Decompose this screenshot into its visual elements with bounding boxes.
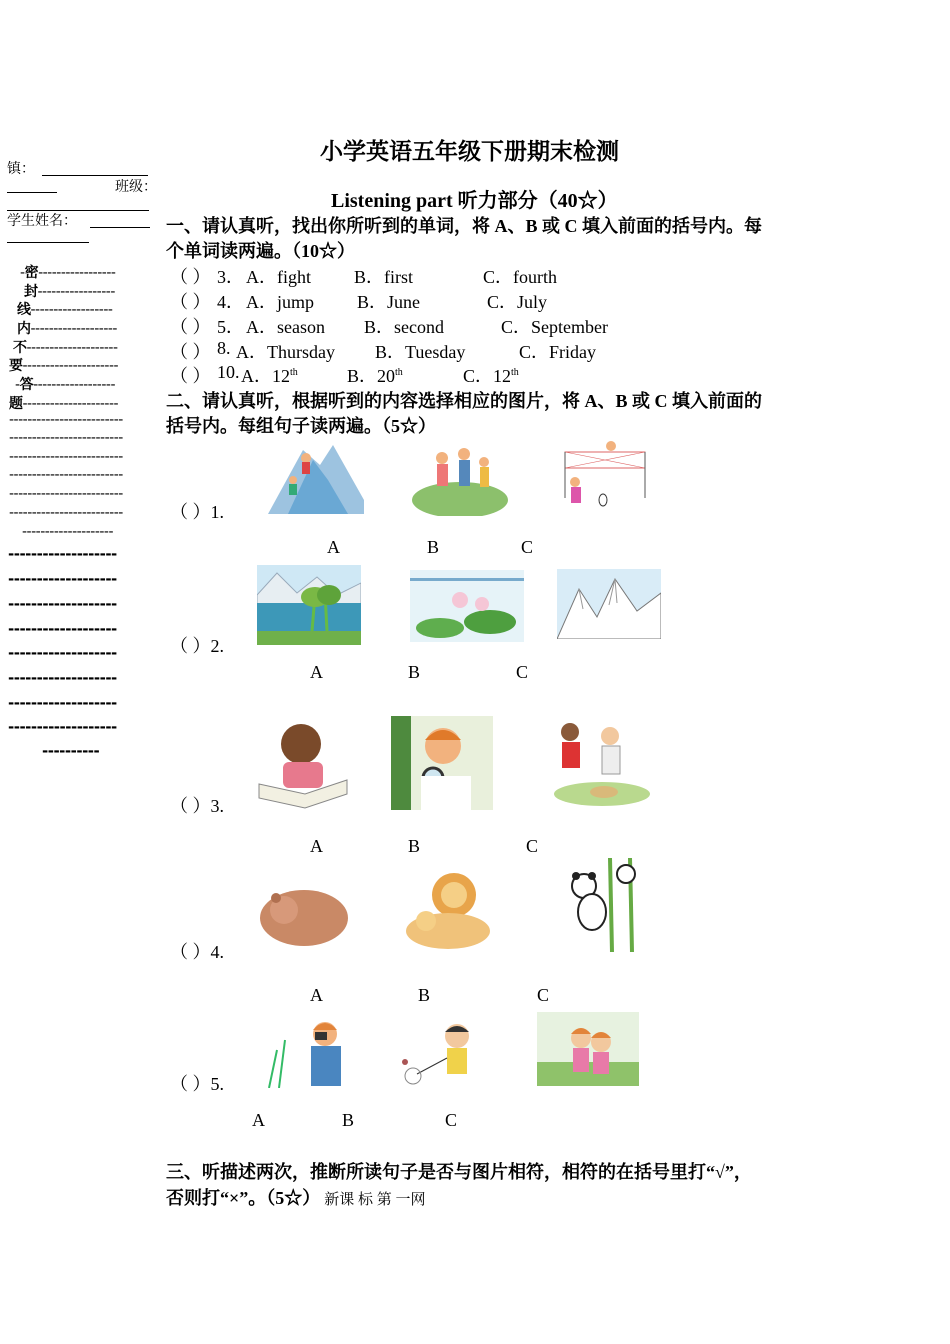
seal-row: 要--------------------- xyxy=(9,358,119,374)
lions-picture xyxy=(398,865,498,953)
seal-char: 不 xyxy=(13,340,27,356)
student-name-blank-2 xyxy=(7,242,89,243)
lake-trees-picture xyxy=(257,565,361,645)
ordinal-suffix: th xyxy=(290,367,298,378)
town-label: 镇： xyxy=(7,161,35,177)
answer-bracket[interactable]: （ ） xyxy=(170,366,211,386)
seal-char: 内 xyxy=(17,321,31,337)
option-b-label: B xyxy=(408,836,421,856)
seal-row: ------------------- xyxy=(8,595,117,613)
seal-row: 不-------------------- xyxy=(13,340,118,356)
page-title: 小学英语五年级下册期末检测 xyxy=(320,139,619,164)
question-row xyxy=(170,338,211,364)
option-b xyxy=(347,362,403,388)
option-a-label: A xyxy=(310,662,323,682)
option-c: C．July xyxy=(487,292,548,312)
seal-row: ------------------------- xyxy=(9,412,123,428)
seal-row: ------------------- xyxy=(8,718,117,736)
section3-heading-line1: 三、听描述两次，推断所读句子是否与图片相符，相符的在括号里打“√”， xyxy=(166,1162,752,1182)
boy-reading-picture xyxy=(255,714,351,810)
option-c: C．Friday xyxy=(519,342,597,362)
student-name-blank xyxy=(90,227,150,228)
seal-row: 内------------------- xyxy=(17,321,117,337)
lotus-pond-picture xyxy=(410,570,524,642)
snowy-mountains-picture xyxy=(557,569,661,639)
question-num: 8. xyxy=(217,338,231,358)
question-row xyxy=(170,362,211,388)
watermark: 新课 标 第 一网 xyxy=(324,1192,426,1208)
mountain-climbing-picture xyxy=(258,440,364,514)
picture-question-5[interactable]: （ ）5. xyxy=(170,1074,224,1094)
section3-heading-line2-wrap xyxy=(166,1184,426,1210)
option-c xyxy=(463,362,519,388)
seal-char: 要 xyxy=(9,358,23,374)
option-c: C．fourth xyxy=(483,267,557,287)
seal-char: 密 xyxy=(24,265,39,281)
answer-bracket[interactable]: （ ） xyxy=(170,342,211,362)
question-row xyxy=(170,263,211,289)
option-a-label: A xyxy=(252,1110,265,1130)
option-a-label: A xyxy=(310,985,323,1005)
seal-row: 题--------------------- xyxy=(9,396,119,412)
student-name-label: 学生姓名： xyxy=(7,213,77,229)
seal-row: -密----------------- xyxy=(20,265,116,281)
option-b: B．first xyxy=(354,267,414,287)
option-a: A．season xyxy=(246,317,325,337)
option-c-label: C xyxy=(445,1110,458,1130)
seal-char: 线 xyxy=(17,302,31,318)
seal-row: ------------------- xyxy=(8,694,117,712)
picture-question-4[interactable]: （ ）4. xyxy=(170,942,224,962)
seal-row: ------------------- xyxy=(8,644,117,662)
option-a: A．jump xyxy=(246,292,315,312)
seal-char: 答 xyxy=(19,377,34,393)
answer-bracket[interactable]: （ ） xyxy=(170,267,211,287)
seal-row: ------------------- xyxy=(8,620,117,638)
picture-question-3[interactable]: （ ）3. xyxy=(170,796,224,816)
town-blank-2 xyxy=(7,192,57,193)
picture-question-2[interactable]: （ ）2. xyxy=(170,636,224,656)
ordinal-suffix: th xyxy=(395,367,403,378)
seal-row: ------------------- xyxy=(8,570,117,588)
option-b: B．second xyxy=(364,317,444,337)
children-watering-picture xyxy=(548,710,654,808)
question-num: 3． xyxy=(217,267,244,287)
question-row xyxy=(170,288,211,314)
option-a-label: A xyxy=(310,836,323,856)
option-b: B．Tuesday xyxy=(375,342,466,362)
seal-char: 题 xyxy=(9,396,23,412)
question-num: 5． xyxy=(217,317,244,337)
seal-row: 封----------------- xyxy=(24,284,115,300)
seal-row: ------------------- xyxy=(8,669,117,687)
picture-question-1[interactable]: （ ）1. xyxy=(170,502,224,522)
option-a: A．Thursday xyxy=(236,342,335,362)
section3-heading-line2: 否则打“×”。（5☆） xyxy=(166,1188,321,1208)
section1-heading-line2: 个单词读两遍。（10☆） xyxy=(166,241,355,261)
seal-row: -------------------- xyxy=(22,524,114,540)
option-a-text: A．12 xyxy=(241,366,290,386)
seal-char: 封 xyxy=(24,284,38,300)
option-b: B．June xyxy=(357,292,420,312)
seal-row: -答------------------ xyxy=(15,377,115,393)
seal-row: 线------------------ xyxy=(17,302,113,318)
section2-heading-line1: 二、请认真听，根据听到的内容选择相应的图片，将 A、B 或 C 填入前面的 xyxy=(166,391,763,411)
ordinal-suffix: th xyxy=(511,367,519,378)
seal-row: ------------------------- xyxy=(9,467,123,483)
option-b-label: B xyxy=(418,985,431,1005)
option-c: C．September xyxy=(501,317,608,337)
option-a xyxy=(241,362,298,388)
option-b-label: B xyxy=(408,662,421,682)
question-row xyxy=(170,313,211,339)
option-c-text: C．12 xyxy=(463,366,512,386)
answer-bracket[interactable]: （ ） xyxy=(170,317,211,337)
seal-row: ------------------- xyxy=(8,545,117,563)
option-b-label: B xyxy=(427,537,440,557)
option-b-label: B xyxy=(342,1110,355,1130)
option-c-label: C xyxy=(521,537,534,557)
seal-row: ------------------------- xyxy=(9,430,123,446)
option-c-label: C xyxy=(516,662,529,682)
question-num: 10. xyxy=(217,362,240,382)
seal-row: ------------------------- xyxy=(9,486,123,502)
option-b-text: B．20 xyxy=(347,366,396,386)
seal-row: ------------------------- xyxy=(9,449,123,465)
answer-bracket[interactable]: （ ） xyxy=(170,292,211,312)
badminton-picture xyxy=(551,438,655,516)
girl-catching-butterflies-picture xyxy=(393,1014,495,1088)
girls-flowers-picture xyxy=(537,1012,639,1086)
option-c-label: C xyxy=(537,985,550,1005)
option-a: A．fight xyxy=(246,267,311,287)
seal-row: ---------- xyxy=(42,742,100,760)
section1-heading-line1: 一、请认真听，找出你所听到的单词，将 A、B 或 C 填入前面的括号内。每 xyxy=(166,216,763,236)
pandas-bamboo-picture xyxy=(560,858,654,952)
section2-heading-line2: 括号内。每组句子读两遍。（5☆） xyxy=(166,416,436,436)
question-num: 4． xyxy=(217,292,244,312)
family-walking-picture xyxy=(412,440,508,516)
option-c-label: C xyxy=(526,836,539,856)
sleeping-bear-picture xyxy=(254,878,352,950)
class-label: 班级： xyxy=(115,179,157,195)
photographer-picture xyxy=(255,1010,361,1088)
option-a-label: A xyxy=(327,537,340,557)
boy-magnifier-picture xyxy=(391,716,493,810)
page-subtitle: Listening part 听力部分（40☆） xyxy=(331,190,618,212)
seal-row: ------------------------- xyxy=(9,505,123,521)
